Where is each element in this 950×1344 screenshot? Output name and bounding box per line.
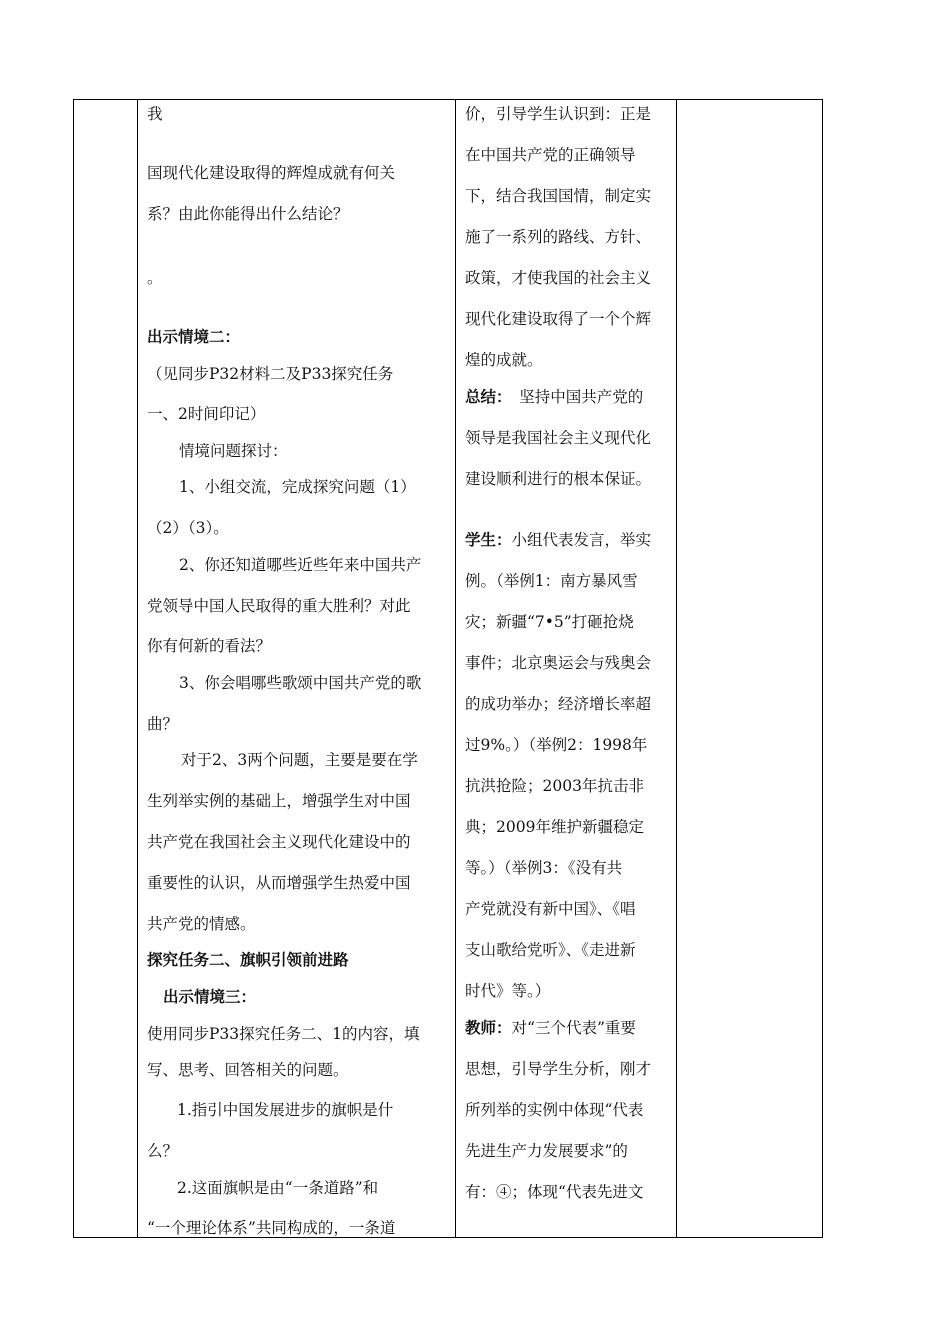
text-line: 价，引导学生认识到：正是 <box>465 105 652 123</box>
text-line: 生列举实例的基础上，增强学生对中国 <box>147 792 411 810</box>
section-heading: 探究任务二、旗帜引领前进路 <box>147 951 349 969</box>
text-line: 1.指引中国发展进步的旗帜是什 <box>177 1101 394 1119</box>
text-line: 过9%。）（举例2：1998年 <box>465 736 648 754</box>
column-4-cell <box>678 100 822 1237</box>
text-line <box>465 387 643 407</box>
text-line: 现代化建设取得了一个个辉 <box>465 310 652 328</box>
student-text: 小组代表发言，举实 <box>511 531 652 549</box>
text-line: 党领导中国人民取得的重大胜利？对此 <box>147 597 411 615</box>
text-line: 。 <box>147 269 163 287</box>
text-line: 在中国共产党的正确领导 <box>465 146 636 164</box>
text-line: 典；2009年维护新疆稳定 <box>465 818 644 836</box>
text-line: 国现代化建设取得的辉煌成就有何关 <box>147 164 396 182</box>
text-line: 先进生产力发展要求”的 <box>465 1142 628 1160</box>
text-line: 一、2时间印记） <box>147 405 266 423</box>
text-line: 对于2、3两个问题，主要是要在学 <box>181 751 418 769</box>
text-line: 1、小组交流，完成探究问题（1） <box>179 478 416 496</box>
lesson-plan-table <box>73 99 823 1238</box>
text-line: 共产党在我国社会主义现代化建设中的 <box>147 833 411 851</box>
text-line: 所列举的实例中体现“代表 <box>465 1101 644 1119</box>
text-line: 领导是我国社会主义现代化 <box>465 429 652 447</box>
text-line: 时代》等。） <box>465 982 551 1000</box>
text-line: 我 <box>147 105 163 123</box>
text-line: 煌的成就。 <box>465 351 543 369</box>
summary-label: 总结： <box>465 388 504 406</box>
section-heading: 出示情境二： <box>147 328 241 346</box>
teacher-text: 对“三个代表”重要 <box>511 1019 636 1037</box>
text-line: 产党就没有新中国》、《唱 <box>465 900 636 918</box>
text-line: 建设顺利进行的根本保证。 <box>465 470 652 488</box>
summary-text: 坚持中国共产党的 <box>503 388 644 406</box>
text-line: 共产党的情感。 <box>147 915 256 933</box>
text-line <box>465 530 651 550</box>
text-line: 等。）（举例3：《没有共 <box>465 859 623 877</box>
text-line: 事件；北京奥运会与残奥会 <box>465 654 652 672</box>
text-line: 3、你会唱哪些歌颂中国共产党的歌 <box>179 674 422 692</box>
column-divider <box>676 100 677 1237</box>
text-line: 有：④；体现“代表先进文 <box>465 1183 644 1201</box>
column-1-cell <box>74 100 136 1237</box>
text-line: 曲？ <box>147 715 179 733</box>
text-line: 2、你还知道哪些近些年来中国共产 <box>179 556 422 574</box>
teacher-student-activity-cell <box>465 100 673 1237</box>
student-label: 学生： <box>465 531 512 549</box>
column-divider <box>137 100 138 1237</box>
text-line: 么？ <box>147 1142 179 1160</box>
text-line: 写、思考、回答相关的问题。 <box>147 1061 349 1079</box>
text-line: 你有何新的看法？ <box>147 637 272 655</box>
text-line: 下，结合我国国情，制定实 <box>465 187 652 205</box>
text-line: 使用同步P33探究任务二、1的内容，填 <box>147 1025 420 1043</box>
text-line: 政策，才使我国的社会主义 <box>465 269 652 287</box>
text-line: 系？由此你能得出什么结论？ <box>147 205 349 223</box>
text-line <box>465 1018 636 1038</box>
teaching-content-cell <box>147 100 455 1237</box>
text-line: 例。（举例1：南方暴风雪 <box>465 572 638 590</box>
text-line: 2.这面旗帜是由“一条道路”和 <box>177 1179 379 1197</box>
text-line: （见同步P32材料二及P33探究任务 <box>147 365 394 383</box>
text-line: 的成功举办；经济增长率超 <box>465 695 652 713</box>
column-divider <box>455 100 456 1237</box>
section-heading: 出示情境三： <box>163 988 257 1006</box>
text-line: “一个理论体系”共同构成的，一条道 <box>147 1219 396 1237</box>
text-line: 思想，引导学生分析，刚才 <box>465 1060 652 1078</box>
text-line: （2）（3）。 <box>147 519 229 537</box>
text-line: 情境问题探讨： <box>179 442 288 460</box>
teacher-label: 教师： <box>465 1019 512 1037</box>
text-line: 施了一系列的路线、方针、 <box>465 228 652 246</box>
text-line: 灾；新疆“7•5”打砸抢烧 <box>465 613 634 631</box>
text-line: 支山歌给党听》、《走进新 <box>465 941 636 959</box>
text-line: 抗洪抢险；2003年抗击非 <box>465 777 644 795</box>
text-line: 重要性的认识，从而增强学生热爱中国 <box>147 874 411 892</box>
